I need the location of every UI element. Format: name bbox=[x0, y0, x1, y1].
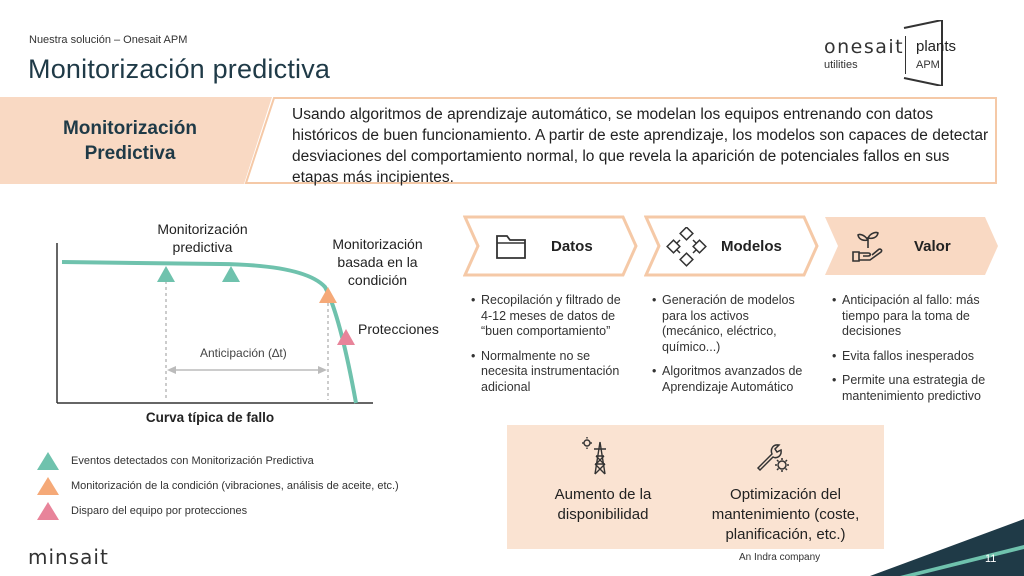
anticipation-arrow-left bbox=[167, 366, 176, 374]
label-predictive bbox=[140, 220, 265, 256]
page-title: Monitorización predictiva bbox=[28, 54, 331, 84]
page-number: 11 bbox=[985, 553, 997, 565]
pillar-title-valor: Valor bbox=[914, 238, 951, 255]
banner-label-line1: Monitorización bbox=[62, 118, 198, 139]
list-item: • Recopilación y filtrado de 4-12 meses de datos de “buen comportamiento” bbox=[471, 293, 631, 340]
benefit-line: planificación, etc.) bbox=[725, 526, 846, 543]
legend-item-predictive bbox=[37, 450, 314, 472]
legend-label: Eventos detectados con Monitorización Predictiva bbox=[71, 455, 314, 467]
network-cubes-icon bbox=[666, 227, 708, 267]
list-item: • Evita fallos inesperados bbox=[832, 349, 992, 365]
power-tower-icon bbox=[582, 436, 618, 476]
anticipation-arrow-right bbox=[318, 366, 327, 374]
folder-icon bbox=[495, 232, 527, 260]
failure-curve bbox=[62, 262, 356, 403]
orange-triangle-icon bbox=[37, 477, 59, 495]
logo-product-sub: APM bbox=[916, 59, 940, 71]
event-triangle-predictive-1 bbox=[157, 266, 175, 282]
bullet-list-datos bbox=[471, 293, 631, 404]
banner-label bbox=[30, 116, 230, 166]
footer-brand-logo: minsait bbox=[28, 545, 109, 569]
legend-label: Monitorización de la condición (vibraciones, análisis de aceite, etc.) bbox=[71, 480, 399, 492]
legend-label: Disparo del equipo por protecciones bbox=[71, 505, 248, 517]
pillar-title-datos: Datos bbox=[551, 238, 593, 255]
pillar-title-modelos: Modelos bbox=[721, 238, 782, 255]
event-triangle-condition bbox=[319, 287, 337, 303]
wrench-gear-icon bbox=[754, 440, 790, 474]
benefit-line: Optimización del bbox=[730, 486, 841, 503]
logo-divider bbox=[905, 36, 906, 74]
legend-item-protection bbox=[37, 500, 247, 522]
benefit-line: mantenimiento (coste, bbox=[711, 506, 860, 523]
label-condition-line1: Monitorización bbox=[332, 236, 423, 252]
benefit-line: Aumento de la bbox=[554, 486, 652, 503]
footer-indra: An Indra company bbox=[739, 552, 821, 563]
legend-item-condition bbox=[37, 475, 399, 497]
list-item: • Permite una estrategia de mantenimiento predictivo bbox=[832, 373, 992, 404]
benefit-maintenance bbox=[698, 485, 873, 545]
hand-plant-icon bbox=[850, 228, 886, 264]
bullet-list-valor bbox=[832, 293, 992, 413]
teal-triangle-icon bbox=[37, 452, 59, 470]
breadcrumb: Nuestra solución – Onesait APM bbox=[29, 34, 188, 46]
logo-product: plants bbox=[916, 38, 957, 55]
label-condition-line2: basada en la bbox=[337, 254, 418, 270]
list-item: • Normalmente no se necesita instrumentación adicional bbox=[471, 349, 631, 396]
list-item: • Anticipación al fallo: más tiempo para la toma de decisiones bbox=[832, 293, 992, 340]
pink-triangle-icon bbox=[37, 502, 59, 520]
bullet-list-modelos bbox=[652, 293, 812, 404]
list-item: • Generación de modelos para los activos (mecánico, eléctrico, químico...) bbox=[652, 293, 812, 355]
label-predictive-line2: predictiva bbox=[172, 239, 233, 255]
benefit-availability bbox=[533, 485, 673, 525]
label-condition-line3: condición bbox=[347, 272, 408, 288]
chart-title: Curva típica de fallo bbox=[145, 410, 275, 425]
benefit-line: disponibilidad bbox=[557, 506, 649, 523]
anticipation-label: Anticipación (∆t) bbox=[200, 346, 287, 360]
corner-decoration bbox=[870, 519, 1024, 576]
banner-text: Usando algoritmos de aprendizaje automático, se modelan los equipos entrenando con datos históricos de buen funcionamiento. A partir de este aprendizaje, los modelos son capaces de detectar desviaciones del comportamiento normal, lo que revela la aparición de potenciales fallos en sus etapas más incipientes. bbox=[292, 106, 989, 186]
label-predictive-line1: Monitorización bbox=[157, 221, 248, 237]
event-triangle-predictive-2 bbox=[222, 266, 240, 282]
list-item: • Algoritmos avanzados de Aprendizaje Automático bbox=[652, 364, 812, 395]
label-condition bbox=[315, 235, 440, 289]
label-protections: Protecciones bbox=[358, 321, 439, 337]
logo-sub: utilities bbox=[824, 59, 858, 71]
logo-brand: onesait bbox=[824, 36, 905, 58]
banner-label-line2: Predictiva bbox=[84, 143, 176, 164]
